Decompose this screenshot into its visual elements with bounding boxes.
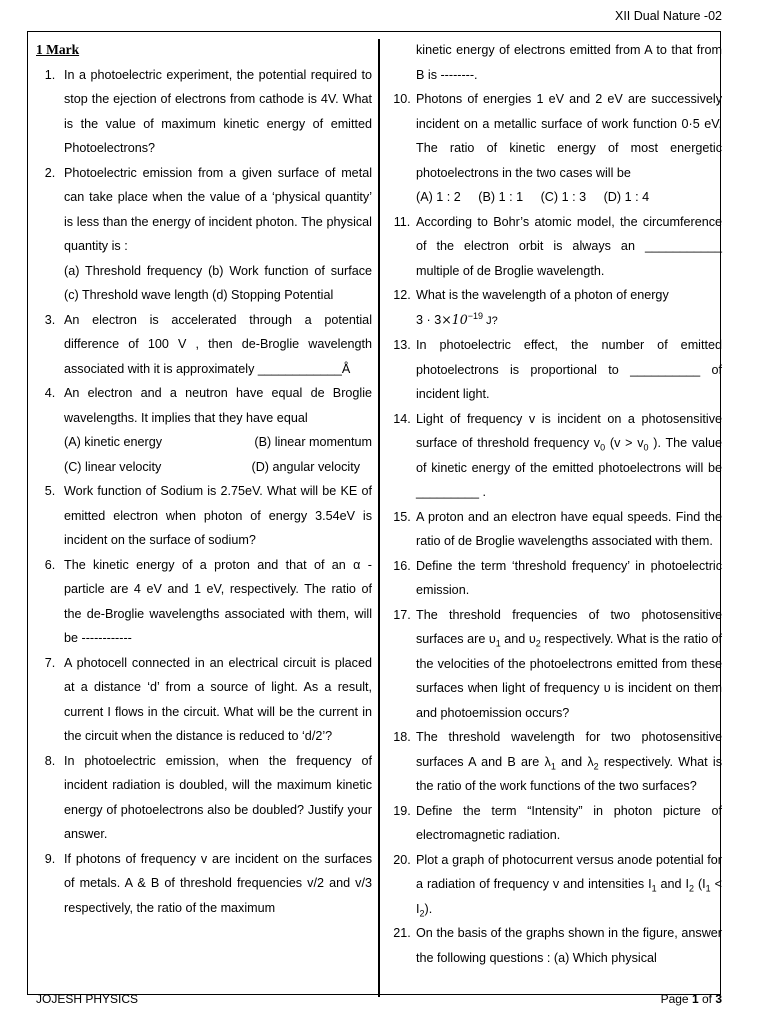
options-row bbox=[64, 455, 372, 480]
subscript: 2 bbox=[535, 638, 541, 649]
question-options: (a) Threshold frequency (b) Work function of surface (c) Threshold wave length (d) Stopping Potential bbox=[64, 263, 372, 302]
text-part: (v > v bbox=[605, 436, 644, 450]
subscript: 2 bbox=[419, 908, 425, 919]
question-text: In a photoelectric experiment, the potential required to stop the ejection of electrons from cathode is 4V. What is the value of maximum kinetic energy of emitted Photoelectrons? bbox=[64, 67, 372, 155]
question-20 bbox=[388, 848, 722, 922]
question-text bbox=[416, 725, 722, 799]
question-body bbox=[64, 161, 372, 308]
question-4 bbox=[36, 381, 372, 479]
footer-brand: JOJESH PHYSICS bbox=[36, 992, 139, 1006]
subscript: 0 bbox=[600, 442, 606, 453]
left-column bbox=[36, 38, 372, 920]
question-3 bbox=[36, 308, 372, 382]
text-part: and I bbox=[656, 877, 690, 891]
question-number: 4. bbox=[44, 386, 56, 400]
option-c: (C) 1 : 3 bbox=[540, 190, 587, 204]
question-5 bbox=[36, 479, 372, 553]
subscript: 1 bbox=[651, 883, 657, 894]
page-total: 3 bbox=[715, 992, 722, 1006]
question-number: 15. bbox=[393, 509, 411, 524]
question-15 bbox=[388, 505, 722, 554]
option-a: (A) kinetic energy bbox=[64, 435, 162, 449]
question-text: If photons of frequency v are incident on the surfaces of metals. A & B of threshold frequencies v/2 and v/3 respectively, the ratio of the maximum bbox=[64, 851, 372, 915]
page-current: 1 bbox=[691, 992, 699, 1006]
option-b: (B) linear momentum bbox=[254, 435, 372, 449]
question-10 bbox=[388, 87, 722, 210]
question-text: In photoelectric effect, the number of emitted photoelectrons is proportional to __________ of incident light. bbox=[416, 338, 722, 401]
question-body bbox=[416, 283, 722, 333]
question-number: 17. bbox=[393, 607, 411, 622]
question-number: 14. bbox=[393, 411, 411, 426]
option-d: (D) angular velocity bbox=[251, 459, 360, 474]
question-14 bbox=[388, 407, 722, 505]
subscript: 1 bbox=[495, 638, 501, 649]
question-text bbox=[416, 603, 722, 726]
option-b: (B) 1 : 1 bbox=[478, 190, 524, 204]
question-number: 11. bbox=[393, 214, 411, 229]
question-number: 10. bbox=[393, 92, 411, 106]
question-text: What is the wavelength of a photon of energy bbox=[416, 288, 669, 302]
question-text: A photocell connected in an electrical circuit is placed at a distance ‘d’ from a source of light. As a result, current I flows in the circuit. What will be the current in the circuit when the distance is reduced to ‘d/2’? bbox=[64, 655, 372, 743]
question-text: Photons of energies 1 eV and 2 eV are successively incident on a metallic surface of work function 0·5 eV. The ratio of kinetic energy of most energetic photoelectrons in the two cases will be bbox=[416, 92, 722, 180]
page-of: of bbox=[698, 992, 716, 1006]
question-number: 2. bbox=[44, 165, 56, 180]
question-8 bbox=[36, 749, 372, 847]
option-d: (D) 1 : 4 bbox=[603, 190, 650, 204]
question-number: 8. bbox=[44, 753, 56, 768]
question-text: An electron and a neutron have equal de Broglie wavelengths. It implies that they have equal bbox=[64, 386, 372, 425]
energy-mantissa: 3 · 3 bbox=[416, 312, 442, 327]
question-17 bbox=[388, 603, 722, 726]
energy-unit: J? bbox=[483, 314, 498, 327]
question-number: 12. bbox=[393, 288, 411, 302]
question-text: According to Bohr’s atomic model, the circumference of the electron orbit is always an ___________ multiple of de Broglie wavelength. bbox=[416, 214, 722, 278]
question-16 bbox=[388, 554, 722, 603]
subscript: 2 bbox=[593, 761, 599, 772]
question-text bbox=[416, 407, 722, 505]
question-text: Define the term “Intensity” in photon picture of electromagnetic radiation. bbox=[416, 803, 722, 842]
subscript: 1 bbox=[705, 883, 711, 894]
options-row bbox=[64, 430, 372, 455]
page-prefix: Page bbox=[660, 992, 692, 1006]
question-9 bbox=[36, 847, 372, 921]
question-number: 1. bbox=[44, 67, 56, 82]
text-part: The threshold wavelength for two photosensitive surfaces A and B are λ bbox=[416, 730, 722, 769]
subscript: 0 bbox=[643, 442, 649, 453]
question-number: 13. bbox=[393, 338, 411, 352]
question-1 bbox=[36, 63, 372, 161]
question-body bbox=[416, 87, 722, 210]
question-text: Define the term ‘threshold frequency’ in photoelectric emission. bbox=[416, 558, 722, 597]
question-11 bbox=[388, 210, 722, 284]
text-part: < I bbox=[416, 877, 722, 916]
text-part: The threshold frequencies of two photosensitive surfaces are υ bbox=[416, 607, 722, 646]
question-number: 3. bbox=[44, 312, 56, 327]
question-13 bbox=[388, 333, 722, 407]
text-part: (I bbox=[694, 877, 706, 891]
question-9-continued: kinetic energy of electrons emitted from A to that from B is --------. bbox=[416, 43, 722, 82]
document-title: XII Dual Nature -02 bbox=[615, 9, 722, 23]
text-part: respectively. What is the ratio of the work functions of the two surfaces? bbox=[416, 754, 722, 793]
question-number: 19. bbox=[393, 803, 411, 818]
text-part: respectively. What is the ratio of the velocities of the photoelectrons emitted from these surfaces when light of frequency υ is incident on them and photoemission occurs? bbox=[416, 632, 722, 720]
question-text: In photoelectric emission, when the frequency of incident radiation is doubled, will the maximum kinetic energy of photoelectrons also be doubled? Justify your answer. bbox=[64, 753, 372, 841]
question-12 bbox=[388, 283, 722, 333]
question-6 bbox=[36, 553, 372, 651]
subscript: 2 bbox=[689, 883, 695, 894]
question-number: 21. bbox=[393, 926, 411, 940]
question-18 bbox=[388, 725, 722, 799]
energy-expression bbox=[416, 308, 722, 334]
text-part: ). bbox=[424, 901, 433, 916]
right-column bbox=[388, 38, 722, 970]
times-ten: ×10 bbox=[441, 311, 468, 327]
text-part: ). The value of kinetic energy of the emitted photoelectrons will be _________ . bbox=[416, 436, 722, 499]
question-7 bbox=[36, 651, 372, 749]
question-text: Work function of Sodium is 2.75eV. What will be KE of emitted electron when photon of energy 3.54eV is incident on the surface of sodium? bbox=[64, 484, 372, 547]
question-number: 20. bbox=[393, 852, 411, 867]
question-19 bbox=[388, 799, 722, 848]
question-text: The kinetic energy of a proton and that of an α - particle are 4 eV and 1 eV, respectively. The ratio of the de-Broglie wavelengths associated with them, will be ------------ bbox=[64, 557, 372, 645]
question-2 bbox=[36, 161, 372, 308]
question-number: 16. bbox=[393, 558, 411, 573]
question-number: 9. bbox=[44, 851, 56, 866]
text-part: and υ bbox=[500, 632, 536, 646]
energy-exponent: −19 bbox=[467, 310, 484, 321]
text-part: Light of frequency v is incident on a photosensitive surface of threshold frequency v bbox=[416, 411, 722, 450]
question-number: 18. bbox=[393, 730, 411, 744]
text-part: and λ bbox=[555, 754, 594, 769]
question-text bbox=[416, 848, 722, 922]
question-text: An electron is accelerated through a potential difference of 100 V , then de-Broglie wavelength associated with it is approximately ____________Å bbox=[64, 312, 372, 376]
option-a: (A) 1 : 2 bbox=[416, 190, 461, 204]
question-text: Photoelectric emission from a given surface of metal can take place when the value of a ‘physical quantity’ is less than the energy of incident photon. The physical quantity is : bbox=[64, 165, 372, 253]
column-divider bbox=[378, 39, 380, 997]
page-number bbox=[661, 992, 722, 1006]
subscript: 1 bbox=[550, 761, 556, 772]
question-body bbox=[64, 381, 372, 479]
options-row bbox=[416, 185, 722, 210]
section-title: 1 Mark bbox=[36, 42, 80, 57]
question-number: 5. bbox=[44, 484, 56, 498]
question-21 bbox=[388, 921, 722, 970]
question-number: 6. bbox=[44, 557, 56, 572]
text-part: Plot a graph of photocurrent versus anode potential for a radiation of frequency v and intensities I bbox=[416, 852, 722, 891]
question-text: A proton and an electron have equal speeds. Find the ratio of de Broglie wavelengths associated with them. bbox=[416, 509, 722, 548]
question-number: 7. bbox=[44, 655, 56, 670]
option-c: (C) linear velocity bbox=[64, 459, 162, 474]
question-text: On the basis of the graphs shown in the figure, answer the following questions : (a) Which physical bbox=[416, 926, 722, 965]
